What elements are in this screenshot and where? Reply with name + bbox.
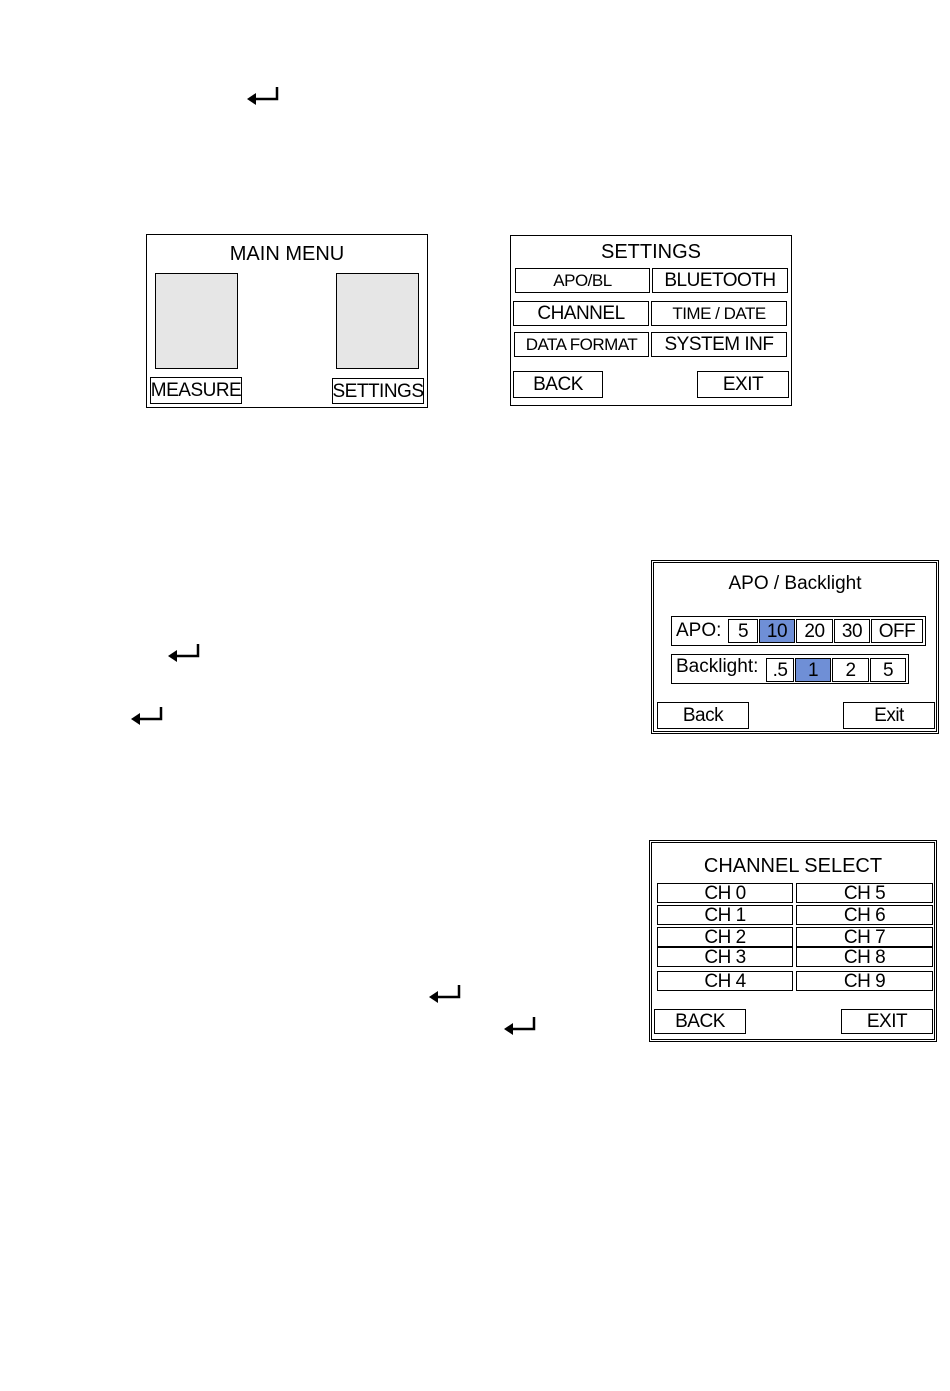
apo-option[interactable]: 5	[728, 619, 758, 643]
time-date-button[interactable]: TIME / DATE	[651, 301, 787, 326]
settings-button[interactable]: SETTINGS	[332, 378, 424, 404]
channel-button[interactable]: CH 6	[796, 905, 933, 925]
back-button[interactable]: Back	[657, 702, 749, 729]
channel-button[interactable]: CH 0	[657, 883, 793, 903]
main-menu-title: MAIN MENU	[229, 243, 345, 265]
channel-button[interactable]: CH 3	[657, 947, 793, 967]
settings-title: SETTINGS	[600, 241, 701, 263]
apo-option[interactable]: OFF	[871, 619, 923, 643]
enter-key-icon	[246, 85, 280, 107]
channel-button[interactable]: CH 1	[657, 905, 793, 925]
apo-backlight-title: APO / Backlight	[728, 573, 862, 594]
backlight-option[interactable]: 2	[832, 658, 869, 682]
backlight-label: Backlight:	[676, 656, 759, 677]
measure-tile[interactable]	[155, 273, 238, 369]
channel-button[interactable]: CH 8	[796, 947, 933, 967]
apo-row	[671, 616, 926, 646]
apo-option[interactable]: 30	[834, 619, 870, 643]
measure-button[interactable]: MEASURE	[150, 377, 242, 404]
channel-button[interactable]: CHANNEL	[513, 301, 649, 326]
data-format-button[interactable]: DATA FORMAT	[514, 332, 649, 357]
exit-button[interactable]: EXIT	[841, 1009, 933, 1034]
apo-backlight-screen	[651, 560, 939, 734]
settings-tile[interactable]	[336, 273, 419, 369]
enter-key-icon	[130, 705, 164, 727]
back-button[interactable]: BACK	[513, 371, 603, 398]
bluetooth-button[interactable]: BLUETOOTH	[652, 268, 788, 293]
channel-button[interactable]: CH 9	[796, 971, 933, 991]
channel-select-screen	[649, 840, 937, 1042]
backlight-option-selected[interactable]: 1	[795, 658, 831, 682]
main-menu-screen	[146, 234, 428, 408]
back-button[interactable]: BACK	[654, 1009, 746, 1034]
apo-label: APO:	[676, 620, 722, 641]
settings-screen	[510, 235, 792, 406]
enter-key-icon	[503, 1015, 537, 1037]
channel-button[interactable]: CH 5	[796, 883, 933, 903]
channel-button[interactable]: CH 2	[657, 927, 793, 947]
exit-button[interactable]: EXIT	[697, 371, 789, 398]
channel-select-title: CHANNEL SELECT	[703, 855, 883, 877]
channel-button[interactable]: CH 7	[796, 927, 933, 947]
system-inf-button[interactable]: SYSTEM INF	[651, 332, 787, 357]
enter-key-icon	[167, 642, 201, 664]
backlight-option[interactable]: 5	[870, 658, 906, 682]
backlight-option[interactable]: .5	[766, 658, 794, 682]
channel-button[interactable]: CH 4	[657, 971, 793, 991]
apo-bl-button[interactable]: APO/BL	[515, 268, 650, 293]
apo-option[interactable]: 20	[796, 619, 833, 643]
exit-button[interactable]: Exit	[843, 702, 935, 729]
backlight-row	[671, 654, 909, 684]
apo-option-selected[interactable]: 10	[759, 619, 795, 643]
enter-key-icon	[428, 983, 462, 1005]
